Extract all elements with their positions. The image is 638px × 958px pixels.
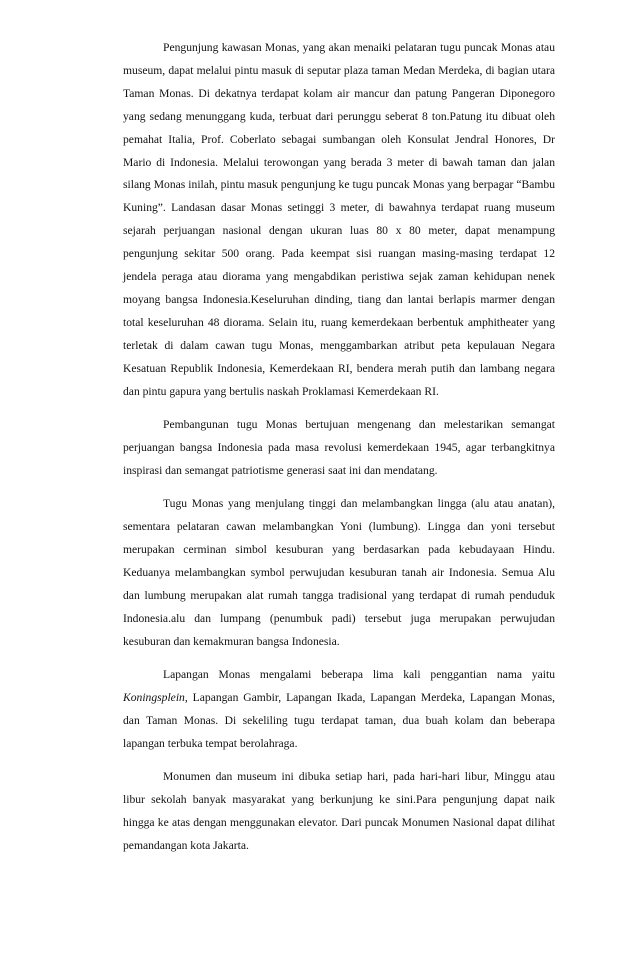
paragraph-name-history-end: , Lapangan Gambir, Lapangan Ikada, Lapangan Merdeka, Lapangan Monas, dan Taman Monas. Di sekeliling tugu terdapat taman, dua buah kolam dan beberapa lapangan terbuka tempat berolahraga.	[123, 690, 555, 750]
paragraph-visitor-entrance: Pengunjung kawasan Monas, yang akan menaiki pelataran tugu puncak Monas atau museum, dapat melalui pintu masuk di seputar plaza taman Medan Merdeka, di bagian utara Taman Monas. Di dekatnya terdapat kolam air mancur dan patung Pangeran Diponegoro yang sedang menunggang kuda, terbuat dari perunggu seberat 8 ton.Patung itu dibuat oleh pemahat Italia, Prof. Coberlato sebagai sumbangan oleh Konsulat Jendral Honores, Dr Mario di Indonesia. Melalui terowongan yang berada 3 meter di bawah taman dan jalan silang Monas inilah, pintu masuk pengunjung ke tugu puncak Monas yang berpagar “Bambu Kuning”. Landasan dasar Monas setinggi 3 meter, di bawahnya terdapat ruang museum sejarah perjuangan nasional dengan ukuran luas 80 x 80 meter, dapat menampung pengunjung sekitar 500 orang. Pada keempat sisi ruangan masing-masing terdapat 12 jendela peraga atau diorama yang mengabdikan peristiwa sejak zaman kehidupan nenek moyang bangsa Indonesia.Keseluruhan dinding, tiang dan lantai berlapis marmer dengan total keseluruhan 48 diorama. Selain itu, ruang kemerdekaan berbentuk amphitheater yang terletak di dalam cawan tugu Monas, menggambarkan atribut peta kepulauan Negara Kesatuan Republik Indonesia, Kemerdekaan RI, bendera merah putih dan lambang negara dan pintu gapura yang bertulis naskah Proklamasi Kemerdekaan RI.	[123, 41, 555, 398]
koningsplein-italic: Koningsplein	[123, 690, 185, 704]
paragraph-name-history-start: Lapangan Monas mengalami beberapa lima kali penggantian nama yaitu	[163, 668, 555, 682]
document-body	[123, 37, 555, 858]
paragraph-name-history	[123, 664, 555, 756]
paragraph-symbolism: Tugu Monas yang menjulang tinggi dan melambangkan lingga (alu atau anatan), sementara pelataran cawan melambangkan Yoni (lumbung). Lingga dan yoni tersebut merupakan cerminan simbol kesuburan yang berdasarkan pada kebudayaan Hindu. Keduanya melambangkan symbol perwujudan kesuburan tanah air Indonesia. Semua Alu dan lumbung merupakan alat rumah tangga tradisional yang terdapat di rumah penduduk Indonesia.alu dan lumpang (penumbuk padi) tersebut juga merupakan perwujudan kesuburan dan kemakmuran bangsa Indonesia.	[123, 497, 555, 648]
paragraph-opening-hours: Monumen dan museum ini dibuka setiap hari, pada hari-hari libur, Minggu atau libur sekolah banyak masyarakat yang berkunjung ke sini.Para pengunjung dapat naik hingga ke atas dengan menggunakan elevator. Dari puncak Monumen Nasional dapat dilihat pemandangan kota Jakarta.	[123, 770, 555, 852]
paragraph-purpose: Pembangunan tugu Monas bertujuan mengenang dan melestarikan semangat perjuangan bangsa Indonesia pada masa revolusi kemerdekaan 1945, agar terbangkitnya inspirasi dan semangat patriotisme generasi saat ini dan mendatang.	[123, 418, 555, 477]
